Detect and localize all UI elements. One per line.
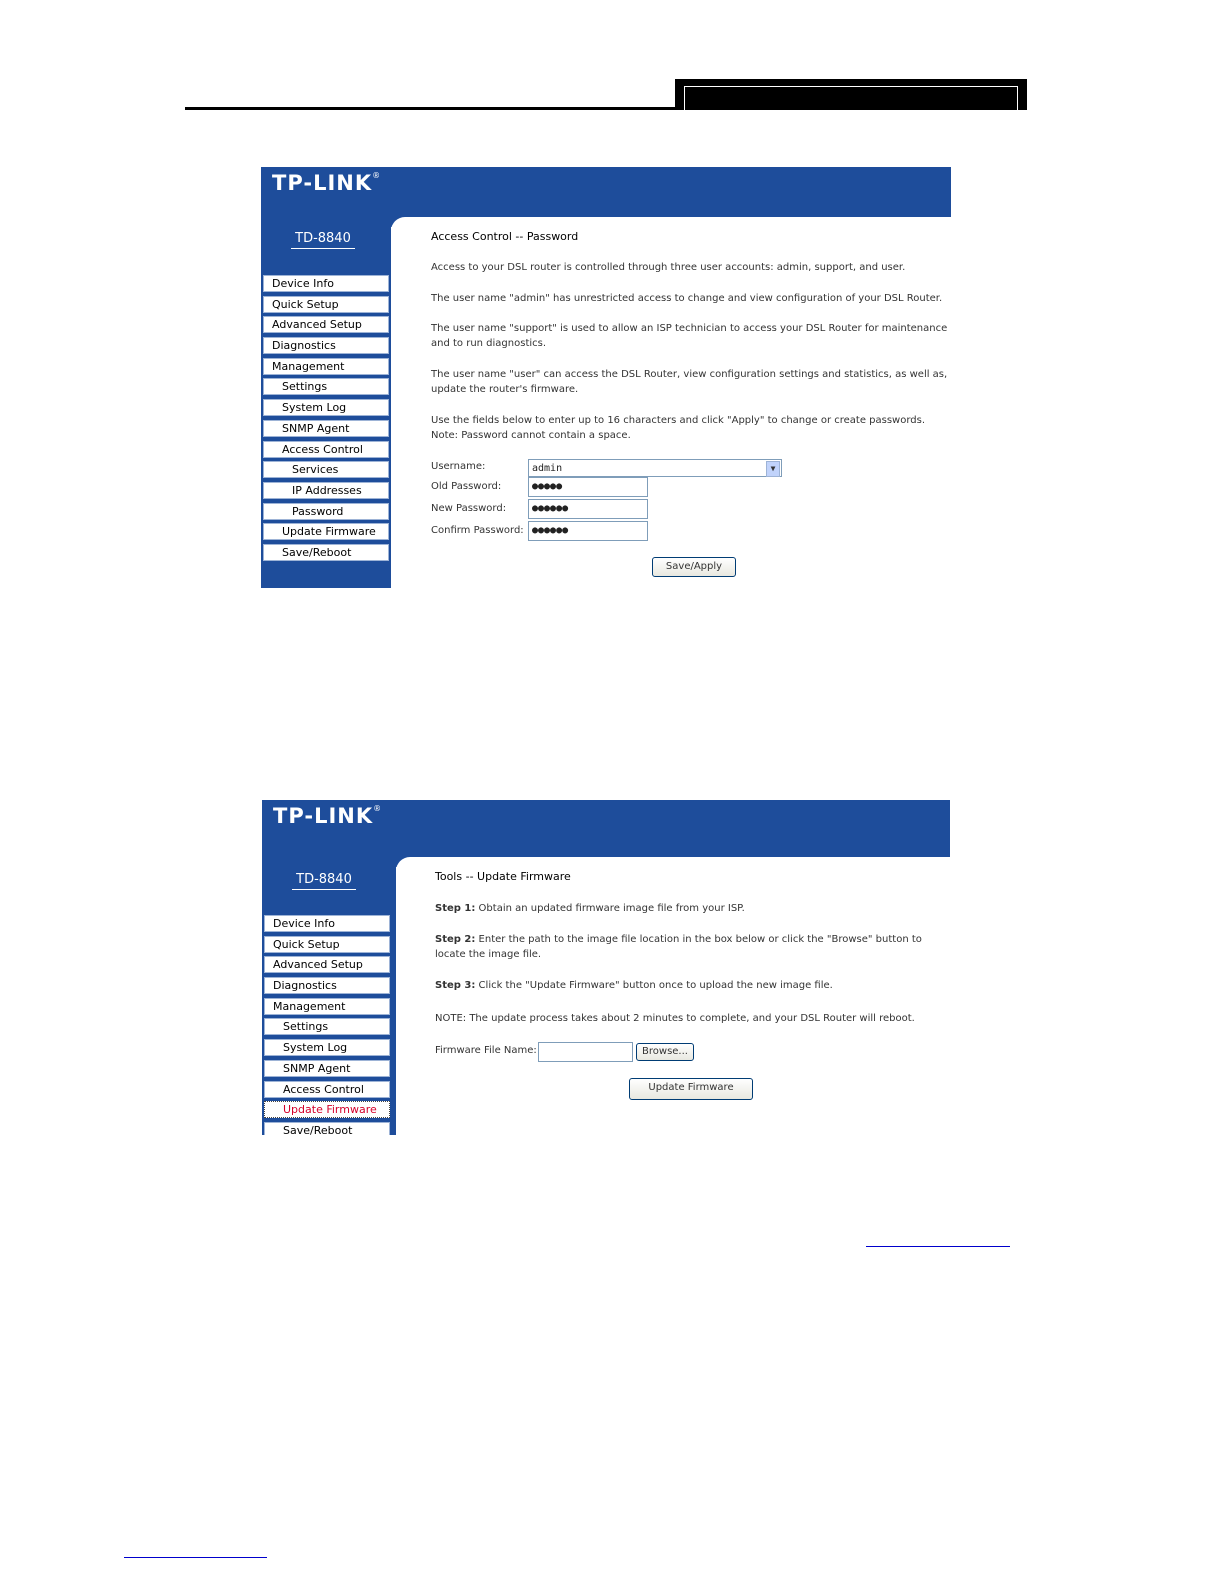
sidebar-item-access-control[interactable]: Access Control [263,441,389,458]
tp-link-logo: TP-LINK® [272,171,382,195]
step-label: Step 3: [435,980,476,991]
sidebar-item-management[interactable]: Management [263,358,389,375]
admin-paragraph: The user name "admin" has unrestricted access to change and view configuration of your DSL Router. [431,293,943,304]
sidebar-item-device-info[interactable]: Device Info [264,915,390,932]
page-title: Access Control -- Password [431,230,579,243]
sidebar-item-diagnostics[interactable]: Diagnostics [264,977,390,994]
sidebar-menu [263,275,389,565]
new-password-label: New Password: [431,503,507,514]
model-name: TD-8840 [292,872,356,890]
user-paragraph: The user name "user" can access the DSL Router, view configuration settings and statistics, as well as, update the router's firmware. [431,369,948,395]
sidebar-item-password[interactable]: Password [263,503,389,520]
sidebar-item-update-firmware[interactable]: Update Firmware [263,523,389,540]
content-panel [391,217,951,588]
screenshot-password [261,167,951,588]
sidebar-item-save-reboot[interactable]: Save/Reboot [263,544,389,561]
sidebar-menu [264,915,394,1135]
step-label: Step 2: [435,934,476,945]
sidebar-item-management[interactable]: Management [264,998,390,1015]
sidebar-item-ip-addresses[interactable]: IP Addresses [263,482,389,499]
username-select[interactable] [528,459,782,477]
sidebar-item-advanced-setup[interactable]: Advanced Setup [264,956,390,973]
sidebar-item-settings[interactable]: Settings [263,378,389,395]
sidebar-item-snmp-agent[interactable]: SNMP Agent [264,1060,390,1077]
update-note: NOTE: The update process takes about 2 minutes to complete, and your DSL Router will reboot. [435,1013,915,1024]
old-password-label: Old Password: [431,481,502,492]
sidebar-item-services[interactable]: Services [263,461,389,478]
sidebar-item-system-log[interactable]: System Log [264,1039,390,1056]
sidebar-item-system-log[interactable]: System Log [263,399,389,416]
sidebar-item-settings[interactable]: Settings [264,1018,390,1035]
step-2 [435,932,935,962]
old-password-field[interactable]: ●●●●● [528,477,648,497]
sidebar-item-access-control[interactable]: Access Control [264,1081,390,1098]
header-box [675,79,1027,110]
support-paragraph: The user name "support" is used to allow an ISP technician to access your DSL Router for maintenance and to run diagnostics. [431,323,948,349]
sidebar [261,217,391,588]
step-text: Obtain an updated firmware image file from your ISP. [475,903,745,914]
update-firmware-button[interactable]: Update Firmware [629,1078,753,1100]
sidebar-item-quick-setup[interactable]: Quick Setup [264,936,390,953]
new-password-field[interactable]: ●●●●●● [528,499,648,519]
firmware-file-label: Firmware File Name: [435,1045,537,1056]
sidebar-item-advanced-setup[interactable]: Advanced Setup [263,316,389,333]
step-text: Enter the path to the image file location in the box below or click the "Browse" button to locate the image file. [435,934,922,960]
step-1 [435,901,935,916]
username-label: Username: [431,461,486,472]
sidebar-item-quick-setup[interactable]: Quick Setup [263,296,389,313]
instructions-paragraph: Use the fields below to enter up to 16 characters and click "Apply" to change or create passwords. Note: Password cannot contain a space. [431,415,926,441]
step-text: Click the "Update Firmware" button once to upload the new image file. [475,980,833,991]
steps-list [435,901,935,1009]
sidebar-item-diagnostics[interactable]: Diagnostics [263,337,389,354]
sidebar-item-snmp-agent[interactable]: SNMP Agent [263,420,389,437]
sidebar-item-save-reboot[interactable]: Save/Reboot [264,1122,390,1135]
step-3 [435,978,935,993]
link-underline [866,1246,1010,1247]
browse-button[interactable]: Browse... [636,1043,694,1061]
intro-paragraph: Access to your DSL router is controlled through three user accounts: admin, support, and user. [431,262,906,273]
firmware-file-input[interactable] [538,1042,633,1062]
page-title: Tools -- Update Firmware [435,870,571,883]
header-rule [185,107,675,110]
confirm-password-label: Confirm Password: [431,525,524,536]
sidebar-item-device-info[interactable]: Device Info [263,275,389,292]
chevron-down-icon[interactable]: ▼ [766,461,780,477]
model-name: TD-8840 [291,231,355,249]
screenshot-update-firmware [262,800,950,1135]
username-value: admin [532,463,563,474]
content-panel [396,857,950,1135]
sidebar [262,857,396,1135]
save-apply-button[interactable]: Save/Apply [652,557,736,577]
sidebar-item-update-firmware[interactable]: Update Firmware [264,1101,390,1118]
link-underline [124,1557,267,1558]
confirm-password-field[interactable]: ●●●●●● [528,521,648,541]
tp-link-logo: TP-LINK® [273,804,383,828]
step-label: Step 1: [435,903,476,914]
